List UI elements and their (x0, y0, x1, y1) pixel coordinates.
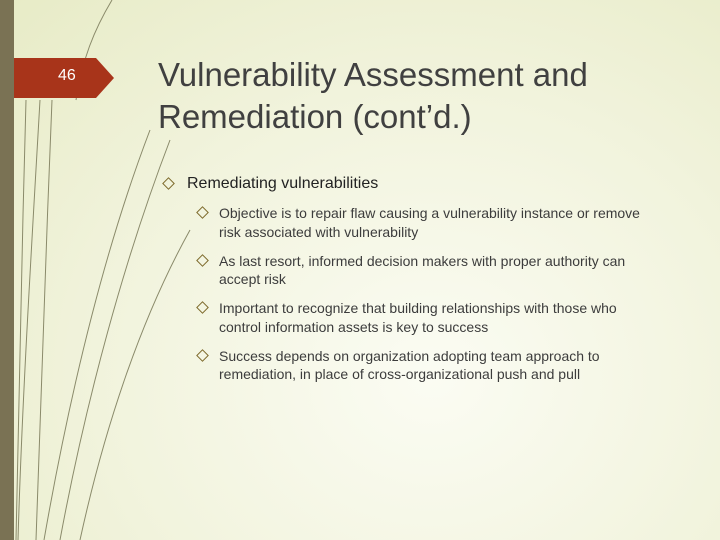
slide-number-tab (14, 58, 114, 98)
diamond-bullet-icon (196, 206, 209, 219)
subbullet-text: Objective is to repair flaw causing a vulnerability instance or remove risk associated with vulnerability (219, 205, 640, 240)
bullet-level1 (160, 174, 700, 193)
slide-number: 46 (58, 67, 76, 84)
subbullet-item (160, 347, 659, 384)
diamond-bullet-icon (196, 349, 209, 362)
subbullet-text: Success depends on organization adopting team approach to remediation, in place of cross-organizational push and pull (219, 347, 600, 382)
subbullet-text: Important to recognize that building relationships with those who control information assets is key to success (219, 300, 617, 335)
diamond-bullet-icon (196, 301, 209, 314)
bullet-text: Remediating vulnerabilities (187, 175, 379, 192)
diamond-bullet-icon (162, 177, 175, 190)
subbullet-item (160, 204, 659, 241)
subbullet-item (160, 252, 659, 289)
subbullet-text: As last resort, informed decision makers with proper authority can accept risk (219, 252, 626, 287)
subbullet-item (160, 299, 659, 336)
subbullet-list (160, 204, 700, 384)
slide-content (160, 174, 700, 394)
slide-title: Vulnerability Assessment and Remediation (cont’d.) (158, 56, 588, 135)
diamond-bullet-icon (196, 254, 209, 267)
